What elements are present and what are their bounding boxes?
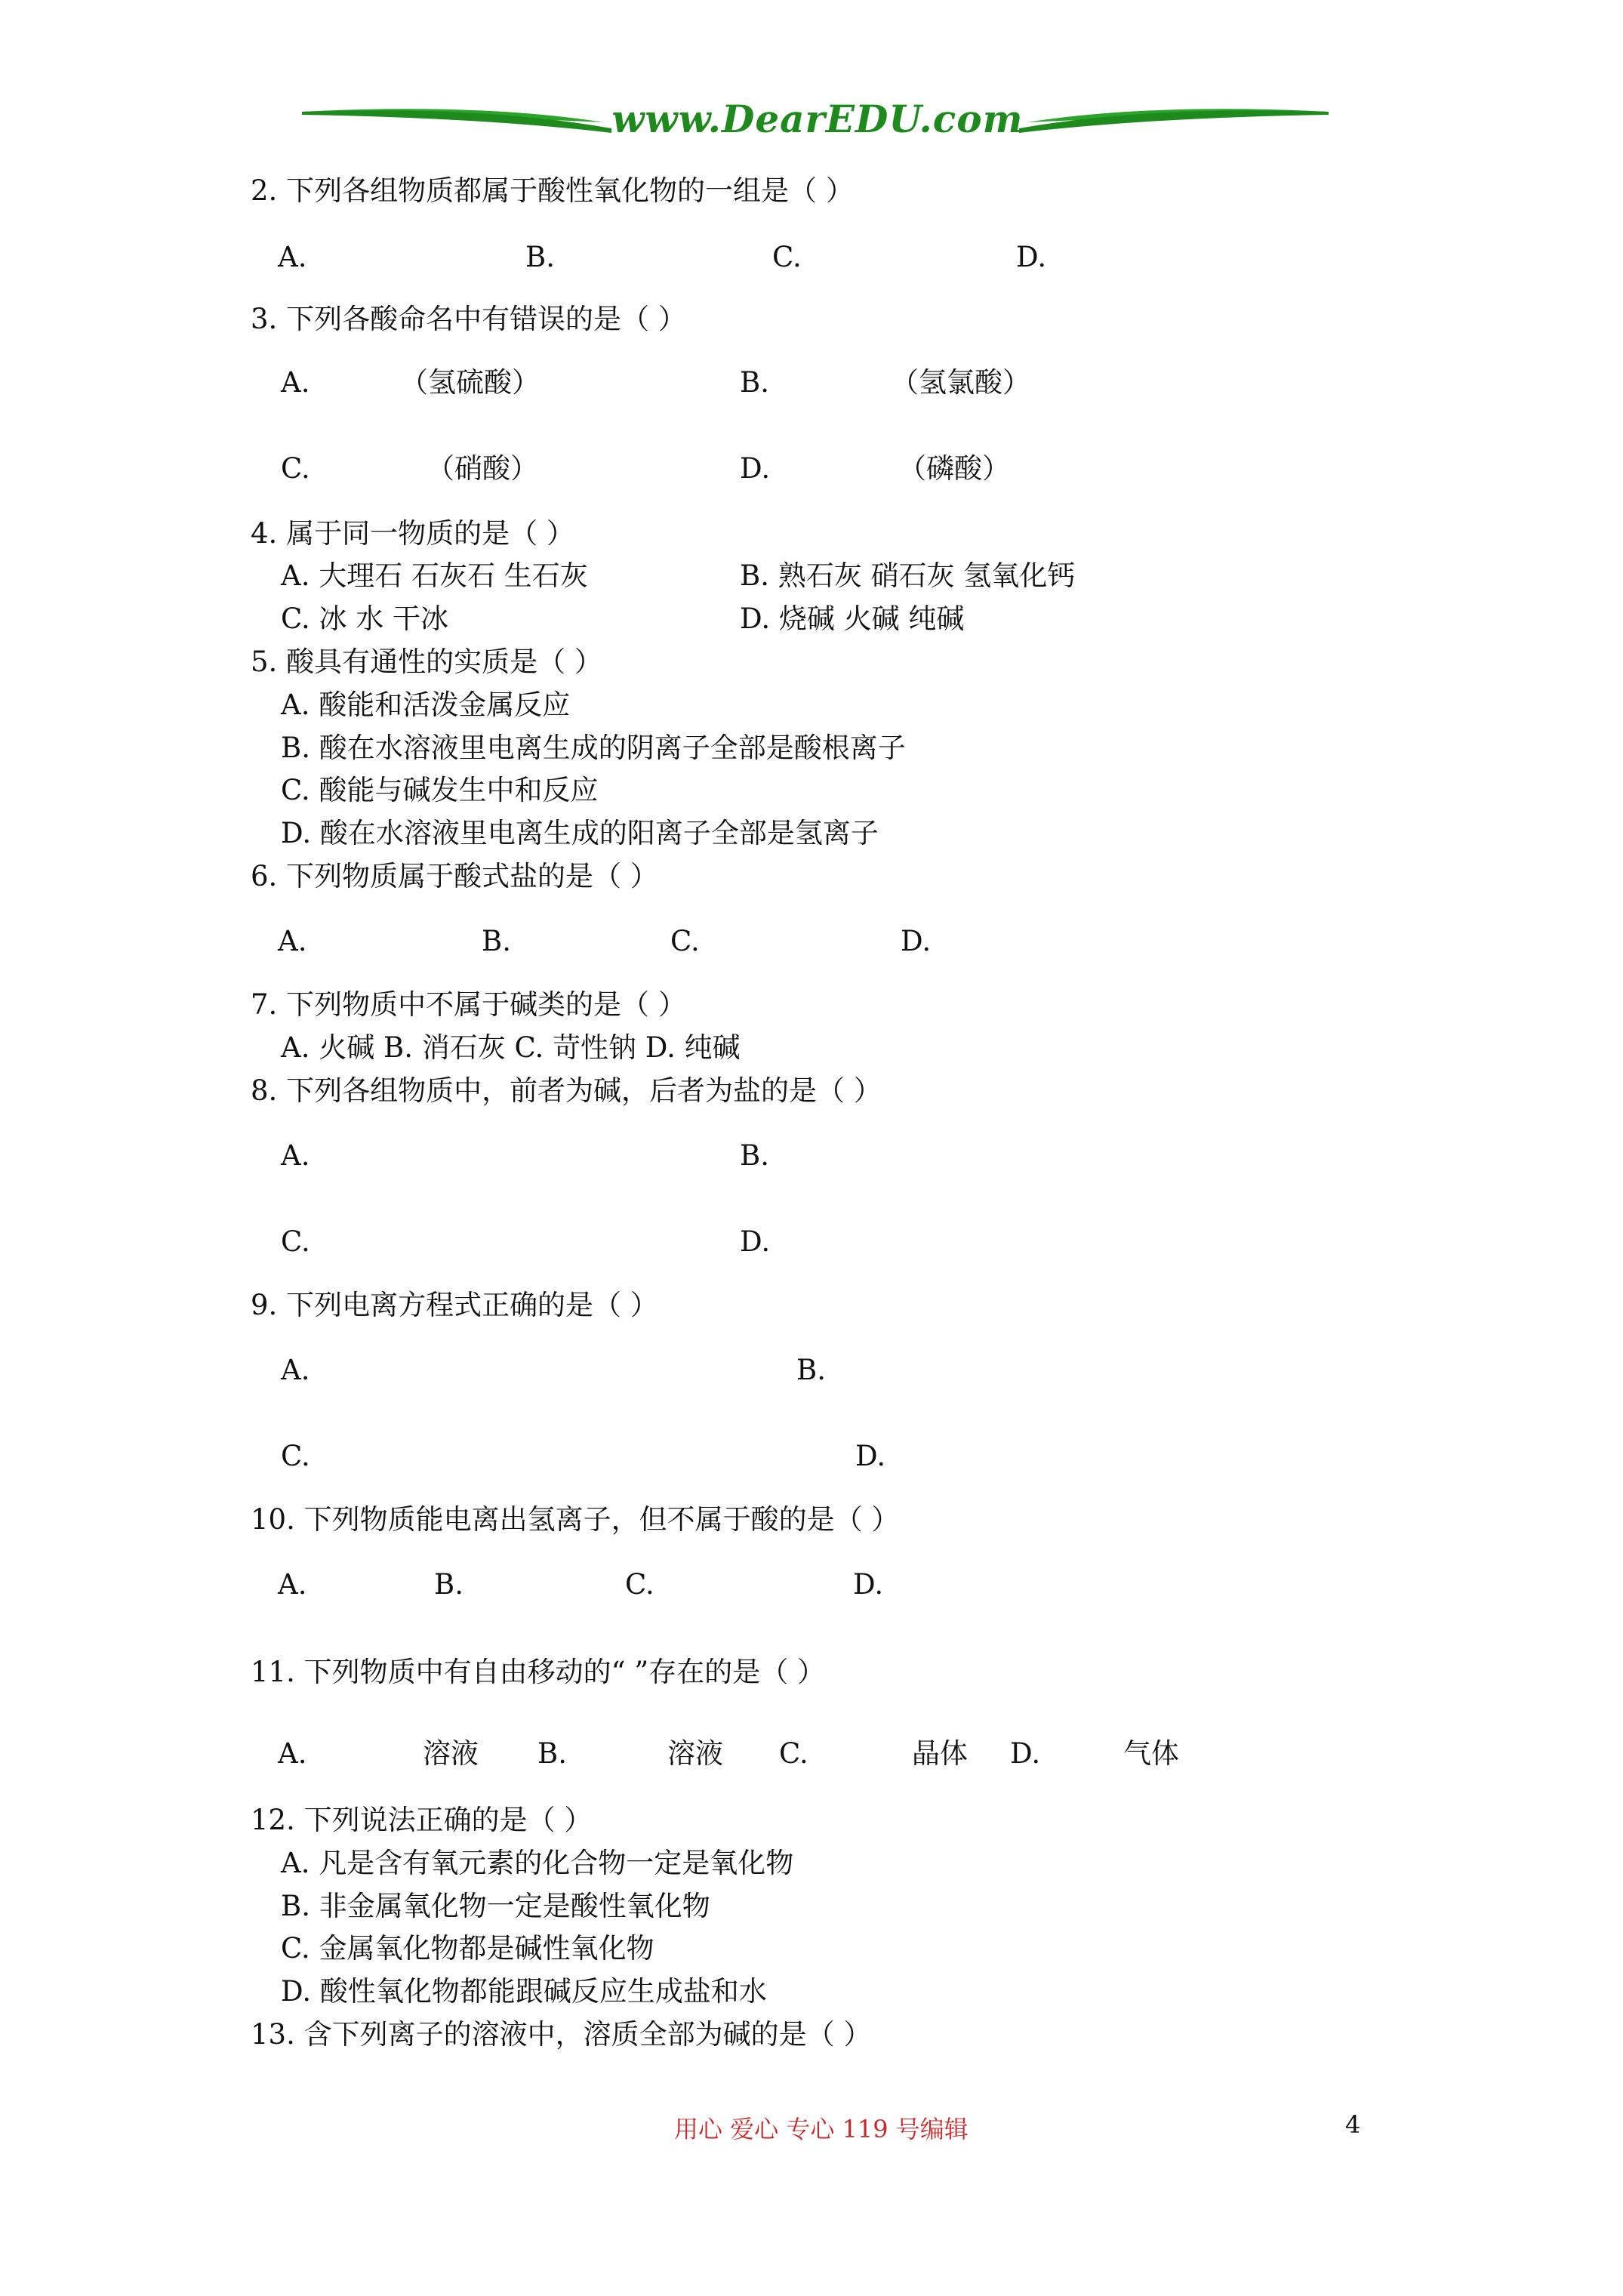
question-11-option-a-text: 溶液 bbox=[423, 1737, 479, 1770]
question-4-option-b: B. 熟石灰 硝石灰 氢氧化钙 bbox=[740, 559, 1076, 592]
question-11-option-b: B. bbox=[537, 1737, 567, 1770]
question-3-option-c-text: （硝酸） bbox=[427, 452, 538, 485]
question-8-option-b: B. bbox=[740, 1139, 769, 1172]
question-12-option-c: C. 金属氧化物都是碱性氧化物 bbox=[281, 1932, 654, 1965]
question-9-stem: 9. 下列电离方程式正确的是（ ） bbox=[251, 1289, 658, 1321]
question-2-stem: 2. 下列各组物质都属于酸性氧化物的一组是（ ） bbox=[251, 174, 854, 207]
page-number: 4 bbox=[1345, 2110, 1361, 2139]
question-2-option-d: D. bbox=[1016, 241, 1047, 273]
question-9-option-b: B. bbox=[796, 1354, 826, 1386]
question-10-option-a: A. bbox=[278, 1568, 307, 1601]
question-12-option-d: D. 酸性氧化物都能跟碱反应生成盐和水 bbox=[281, 1975, 767, 2008]
question-2-option-c: C. bbox=[772, 241, 802, 273]
question-8-option-c: C. bbox=[281, 1225, 310, 1258]
question-11-option-b-text: 溶液 bbox=[667, 1737, 723, 1770]
question-11-stem: 11. 下列物质中有自由移动的“ ”存在的是（ ） bbox=[251, 1656, 825, 1688]
question-4-option-d: D. 烧碱 火碱 纯碱 bbox=[740, 603, 965, 635]
question-10-option-b: B. bbox=[434, 1568, 463, 1601]
question-5-option-c: C. 酸能与碱发生中和反应 bbox=[281, 774, 599, 806]
question-2-option-a: A. bbox=[278, 241, 307, 273]
question-6-option-d: D. bbox=[901, 925, 932, 957]
question-9-option-d: D. bbox=[855, 1440, 886, 1472]
question-11-option-c: C. bbox=[779, 1737, 808, 1770]
question-6-option-b: B. bbox=[482, 925, 511, 957]
question-11-option-d: D. bbox=[1010, 1737, 1041, 1770]
question-9-option-a: A. bbox=[281, 1354, 310, 1386]
question-11-option-d-text: 气体 bbox=[1123, 1737, 1179, 1770]
question-8-option-a: A. bbox=[281, 1139, 310, 1172]
question-6-option-c: C. bbox=[670, 925, 700, 957]
question-7-stem: 7. 下列物质中不属于碱类的是（ ） bbox=[251, 988, 686, 1021]
question-5-option-a: A. 酸能和活泼金属反应 bbox=[281, 689, 571, 721]
question-8-stem: 8. 下列各组物质中，前者为碱，后者为盐的是（ ） bbox=[251, 1074, 882, 1107]
question-8-option-d: D. bbox=[740, 1225, 771, 1258]
question-12-stem: 12. 下列说法正确的是（ ） bbox=[251, 1804, 593, 1836]
question-11-option-c-text: 晶体 bbox=[912, 1737, 968, 1770]
question-10-option-c: C. bbox=[625, 1568, 654, 1601]
question-5-option-d: D. 酸在水溶液里电离生成的阳离子全部是氢离子 bbox=[281, 817, 879, 849]
question-10-option-d: D. bbox=[853, 1568, 884, 1601]
question-12-option-a: A. 凡是含有氧元素的化合物一定是氧化物 bbox=[281, 1847, 794, 1879]
site-logo-text: www.DearEDU.com bbox=[611, 97, 1024, 141]
question-3-option-b: B. bbox=[740, 366, 769, 399]
question-4-stem: 4. 属于同一物质的是（ ） bbox=[251, 517, 574, 550]
question-4-option-a: A. 大理石 石灰石 生石灰 bbox=[281, 559, 588, 592]
question-12-option-b: B. 非金属氧化物一定是酸性氧化物 bbox=[281, 1890, 710, 1922]
question-2-option-b: B. bbox=[525, 241, 555, 273]
question-6-option-a: A. bbox=[278, 925, 307, 957]
question-7-options: A. 火碱 B. 消石灰 C. 苛性钠 D. 纯碱 bbox=[281, 1031, 741, 1064]
question-3-option-a-text: （氢硫酸） bbox=[400, 366, 540, 399]
question-3-stem: 3. 下列各酸命名中有错误的是（ ） bbox=[251, 303, 686, 335]
question-9-option-c: C. bbox=[281, 1440, 310, 1472]
question-3-option-d-text: （磷酸） bbox=[898, 452, 1010, 485]
question-11-option-a: A. bbox=[278, 1737, 307, 1770]
question-3-option-b-text: （氢氯酸） bbox=[891, 366, 1030, 399]
question-3-option-d: D. bbox=[740, 452, 771, 485]
question-10-stem: 10. 下列物质能电离出氢离子，但不属于酸的是（ ） bbox=[251, 1503, 900, 1536]
question-3-option-c: C. bbox=[281, 452, 310, 485]
page-header bbox=[287, 89, 1344, 157]
question-5-stem: 5. 酸具有通性的实质是（ ） bbox=[251, 646, 602, 678]
question-3-option-a: A. bbox=[281, 366, 310, 399]
question-5-option-b: B. 酸在水溶液里电离生成的阴离子全部是酸根离子 bbox=[281, 732, 906, 764]
question-13-stem: 13. 含下列离子的溶液中，溶质全部为碱的是（ ） bbox=[251, 2018, 872, 2051]
footer-editor-note: 用心 爱心 专心 119 号编辑 bbox=[674, 2115, 969, 2143]
question-6-stem: 6. 下列物质属于酸式盐的是（ ） bbox=[251, 860, 658, 892]
question-4-option-c: C. 冰 水 干冰 bbox=[281, 603, 449, 635]
